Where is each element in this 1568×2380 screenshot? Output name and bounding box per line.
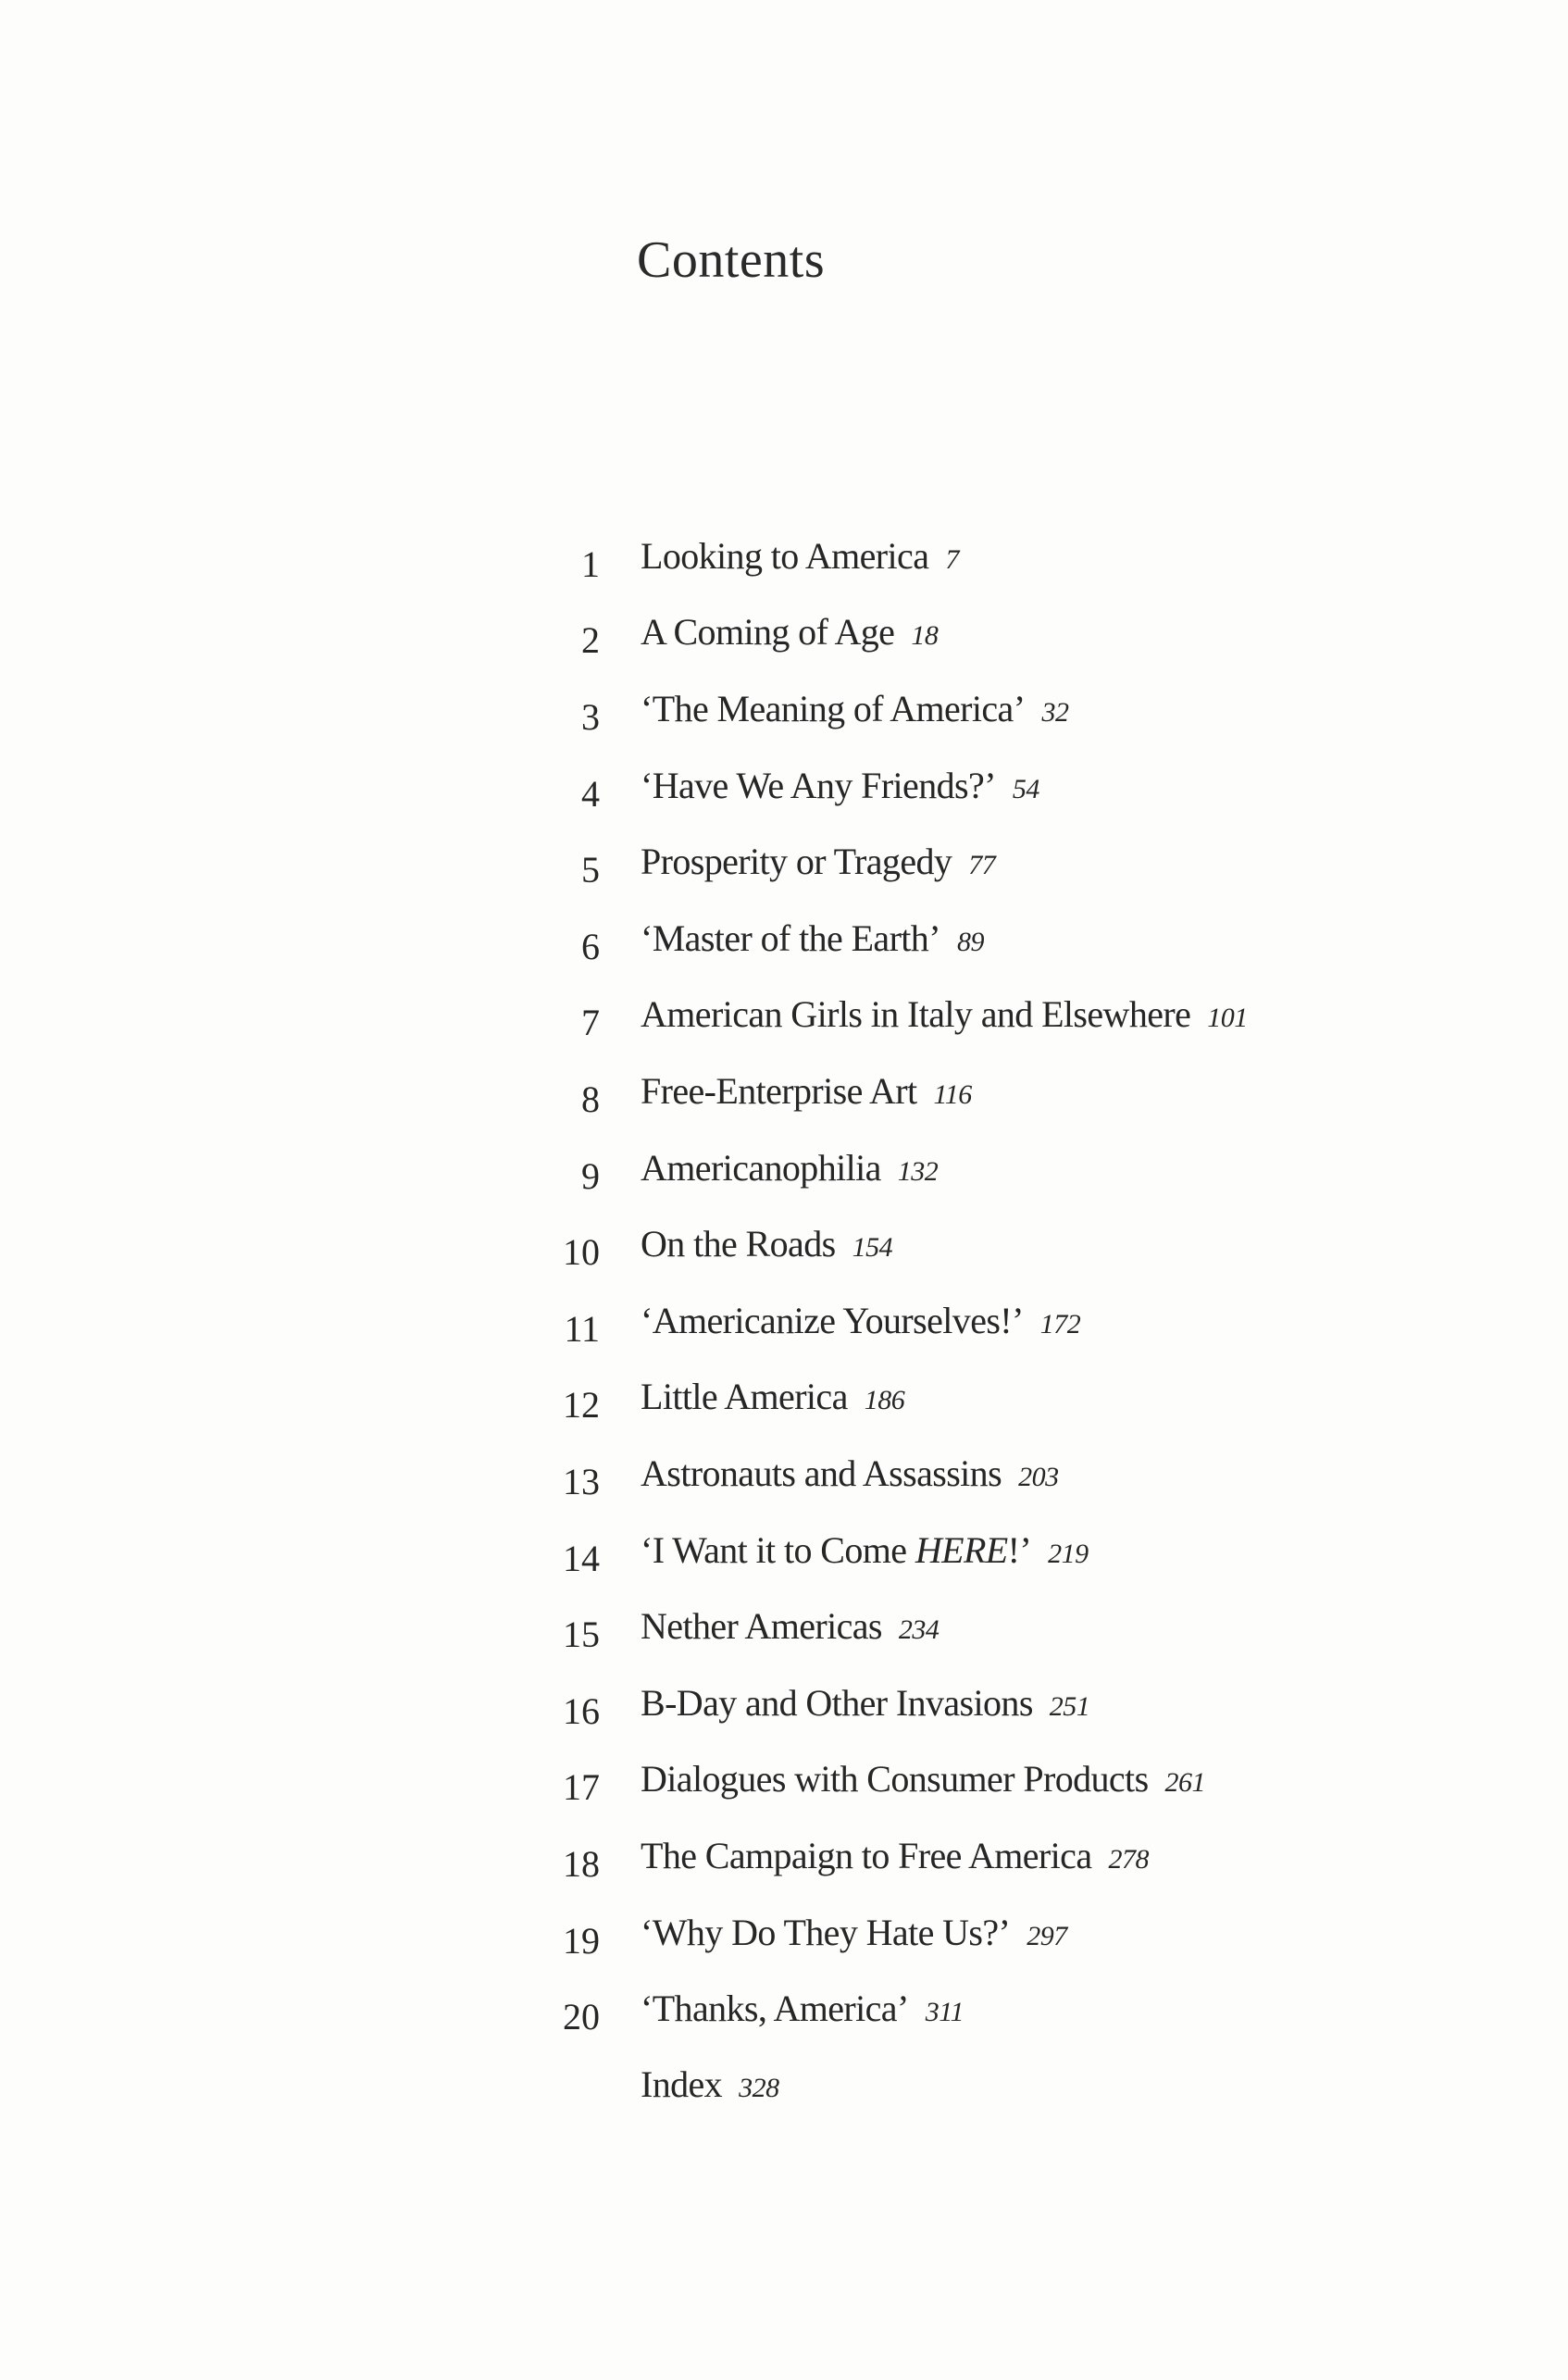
chapter-number: 16 [563, 1690, 600, 1732]
chapter-number: 18 [563, 1843, 600, 1885]
chapter-title: Looking to America [641, 535, 929, 577]
page-number: 203 [1018, 1462, 1059, 1492]
page-number: 297 [1027, 1921, 1067, 1951]
page-number: 186 [864, 1385, 905, 1415]
toc-entry-13[interactable] [0, 1454, 1568, 1501]
chapter-number: 10 [563, 1231, 600, 1273]
chapter-number: 15 [563, 1614, 600, 1655]
chapter-title: Index [641, 2063, 723, 2105]
page-number: 18 [911, 620, 939, 651]
chapter-title-post: !’ [1007, 1529, 1032, 1571]
toc-entry-11[interactable] [0, 1302, 1568, 1348]
page-number: 311 [925, 1997, 964, 2027]
page-number: 32 [1041, 697, 1069, 728]
toc-entry-7[interactable] [0, 995, 1568, 1041]
page-number: 328 [739, 2073, 779, 2103]
chapter-title: ‘Have We Any Friends?’ [641, 765, 996, 806]
page-number: 219 [1048, 1539, 1089, 1569]
chapter-title: ‘Master of the Earth’ [641, 917, 940, 959]
chapter-title: Dialogues with Consumer Products [641, 1758, 1149, 1800]
toc-entry-3[interactable] [0, 690, 1568, 736]
toc-entry-9[interactable] [0, 1149, 1568, 1195]
chapter-title: A Coming of Age [641, 611, 895, 653]
chapter-title: American Girls in Italy and Elsewhere [641, 993, 1191, 1035]
page-number: 132 [897, 1156, 939, 1187]
chapter-title: Little America [641, 1376, 848, 1417]
toc-entry-16[interactable] [0, 1684, 1568, 1730]
chapter-number: 3 [581, 696, 600, 738]
toc-entry-4[interactable] [0, 766, 1568, 813]
chapter-title: Astronauts and Assassins [641, 1452, 1002, 1494]
chapter-title-pre: ‘I Want it to Come [641, 1529, 915, 1571]
toc-entry-1[interactable] [0, 537, 1568, 583]
chapter-title: Free-Enterprise Art [641, 1070, 917, 1112]
chapter-title: ‘Thanks, America’ [641, 1987, 909, 2029]
page-number: 77 [968, 850, 996, 880]
toc-entry-12[interactable] [0, 1377, 1568, 1424]
page-number: 7 [945, 544, 959, 575]
toc-entry-18[interactable] [0, 1837, 1568, 1883]
toc-entry-5[interactable] [0, 842, 1568, 889]
page-number: 261 [1164, 1767, 1206, 1798]
toc-entry-index[interactable] [0, 2065, 1568, 2112]
chapter-number: 8 [581, 1078, 600, 1120]
chapter-number: 5 [581, 849, 600, 891]
chapter-number: 2 [581, 619, 600, 661]
chapter-number: 6 [581, 926, 600, 967]
chapter-title: ‘Americanize Yourselves!’ [641, 1300, 1024, 1341]
page-number: 172 [1039, 1309, 1081, 1340]
page-number: 54 [1012, 774, 1039, 804]
toc-entry-19[interactable] [0, 1913, 1568, 1960]
toc-entry-8[interactable] [0, 1072, 1568, 1118]
chapter-title [641, 1529, 1031, 1571]
toc-entry-15[interactable] [0, 1607, 1568, 1653]
chapter-title: Americanophilia [641, 1147, 881, 1189]
chapter-number: 12 [563, 1384, 600, 1426]
toc-entry-2[interactable] [0, 613, 1568, 659]
toc-entry-17[interactable] [0, 1760, 1568, 1806]
chapter-title: Prosperity or Tragedy [641, 841, 952, 882]
toc-entry-14[interactable] [0, 1531, 1568, 1577]
toc-entry-20[interactable] [0, 1989, 1568, 2036]
page-number: 116 [933, 1079, 972, 1110]
chapter-number: 20 [563, 1996, 600, 2037]
page-title: Contents [637, 231, 826, 289]
chapter-number: 9 [581, 1155, 600, 1197]
page-number: 251 [1049, 1691, 1090, 1722]
chapter-number: 14 [563, 1538, 600, 1579]
chapter-title: ‘Why Do They Hate Us?’ [641, 1912, 1011, 1953]
toc-entry-6[interactable] [0, 919, 1568, 966]
chapter-title: B-Day and Other Invasions [641, 1682, 1033, 1724]
page-number: 89 [956, 927, 984, 957]
page-number: 234 [898, 1614, 940, 1645]
chapter-number: 4 [581, 773, 600, 815]
chapter-number: 7 [581, 1002, 600, 1043]
chapter-title: Nether Americas [641, 1605, 882, 1647]
toc-entry-10[interactable] [0, 1225, 1568, 1271]
chapter-number: 1 [581, 543, 600, 585]
chapter-number: 13 [563, 1461, 600, 1502]
chapter-title-emphasis: HERE [915, 1529, 1008, 1571]
page-number: 154 [852, 1232, 893, 1263]
page-number: 278 [1108, 1844, 1149, 1875]
chapter-title: The Campaign to Free America [641, 1835, 1092, 1876]
chapter-title: ‘The Meaning of America’ [641, 688, 1026, 729]
chapter-number: 17 [563, 1766, 600, 1808]
chapter-number: 11 [564, 1308, 600, 1350]
page-number: 101 [1207, 1003, 1248, 1033]
chapter-number: 19 [563, 1920, 600, 1962]
chapter-title: On the Roads [641, 1223, 836, 1265]
